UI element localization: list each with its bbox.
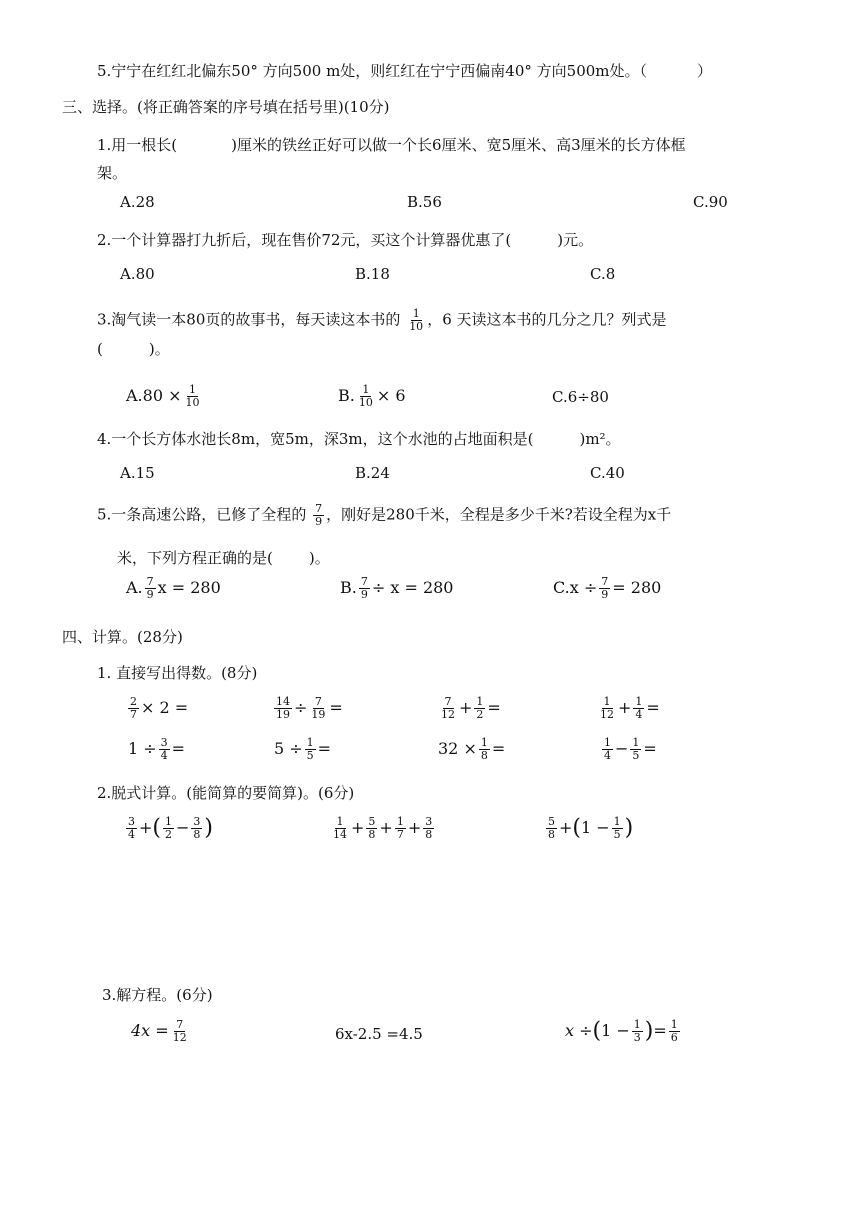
option-a[interactable]: A.28: [120, 193, 155, 211]
section-4-title: 四、计算。(28分): [62, 628, 183, 646]
option-c[interactable]: C.90: [693, 193, 728, 211]
oral-calc-1: $\frac{2}{7}$ × 2 =: [130, 695, 189, 722]
choice-question-5: 5.一条高速公路，已修了全程的 $\frac{7}{9}$ ，刚好是280千米，全程是多少千米?若设全程为x千: [97, 502, 672, 529]
calc-3-title: 3.解方程。(6分): [102, 986, 213, 1004]
option-a[interactable]: A.80: [120, 265, 155, 283]
option-b[interactable]: B. $\frac{1}{10}$ × 6: [338, 383, 406, 410]
option-c[interactable]: C.40: [590, 464, 625, 482]
option-a[interactable]: A. $\frac{7}{9}$ x = 280: [126, 575, 221, 602]
oral-calc-5: 1 ÷ $\frac{3}{4}$ =: [128, 736, 186, 763]
option-a[interactable]: A.15: [120, 464, 155, 482]
step-calc-3: $\frac{5}{8}$ +(1 − $\frac{1}{5}$ ): [548, 815, 634, 842]
option-b[interactable]: B.56: [407, 193, 442, 211]
equation-1: 4x = $\frac{7}{12}$: [131, 1018, 187, 1045]
choice-question-1: 1.用一根长( )厘米的铁丝正好可以做一个长6厘米、宽5厘米、高3厘米的长方体框: [97, 136, 686, 154]
option-c[interactable]: C.x ÷ $\frac{7}{9}$ = 280: [553, 575, 662, 602]
oral-calc-8: $\frac{1}{4}$ − $\frac{1}{5}$ =: [604, 736, 657, 763]
step-calc-1: $\frac{3}{4}$ +( $\frac{1}{2}$ − $\frac{3}{8}$ ): [128, 815, 213, 842]
oral-calc-2: $\frac{14}{19}$ ÷ $\frac{7}{19}$ =: [276, 695, 343, 722]
option-b[interactable]: B. $\frac{7}{9}$ ÷ x = 280: [340, 575, 454, 602]
judge-item-5: 5.宁宁在红红北偏东50° 方向500 m处，则红红在宁宁西偏南40° 方向500m处。（ ）: [97, 62, 713, 80]
choice-question-3-cont: ( )。: [97, 340, 170, 358]
option-c[interactable]: C.8: [590, 265, 616, 283]
choice-question-1-cont: 架。: [97, 164, 128, 182]
option-a[interactable]: A.80 × $\frac{1}{10}$: [126, 383, 200, 410]
option-b[interactable]: B.18: [355, 265, 390, 283]
fraction: $\frac{7}{9}$: [315, 502, 323, 529]
equation-3: x ÷(1 − $\frac{1}{3}$ )= $\frac{1}{6}$: [565, 1018, 678, 1045]
oral-calc-6: 5 ÷ $\frac{1}{5}$ =: [274, 736, 332, 763]
oral-calc-7: 32 × $\frac{1}{8}$ =: [438, 736, 506, 763]
calc-1-title: 1. 直接写出得数。(8分): [97, 664, 258, 682]
oral-calc-4: $\frac{1}{12}$ + $\frac{1}{4}$ =: [600, 695, 660, 722]
step-calc-2: $\frac{1}{14}$ + $\frac{5}{8}$ + $\frac{1}{7}$ + $\frac{3}{8}$: [333, 815, 433, 842]
choice-question-3: 3.淘气读一本80页的故事书，每天读这本书的 $\frac{1}{10}$ ，6 天读这本书的几分之几？列式是: [97, 307, 667, 334]
option-b[interactable]: B.24: [355, 464, 390, 482]
choice-question-4: 4.一个长方体水池长8m，宽5m，深3m，这个水池的占地面积是( )m²。: [97, 430, 621, 448]
choice-question-2: 2.一个计算器打九折后，现在售价72元，买这个计算器优惠了( )元。: [97, 231, 594, 249]
calc-2-title: 2.脱式计算。(能简算的要简算)。(6分): [97, 784, 355, 802]
section-3-title: 三、选择。(将正确答案的序号填在括号里)(10分): [62, 98, 390, 116]
equation-2: 6x-2.5 =4.5: [335, 1025, 423, 1043]
fraction: $\frac{1}{10}$: [409, 307, 424, 334]
option-c[interactable]: C.6÷80: [552, 388, 609, 406]
oral-calc-3: $\frac{7}{12}$ + $\frac{1}{2}$ =: [441, 695, 501, 722]
choice-question-5-cont: 米，下列方程正确的是( )。: [117, 549, 330, 567]
